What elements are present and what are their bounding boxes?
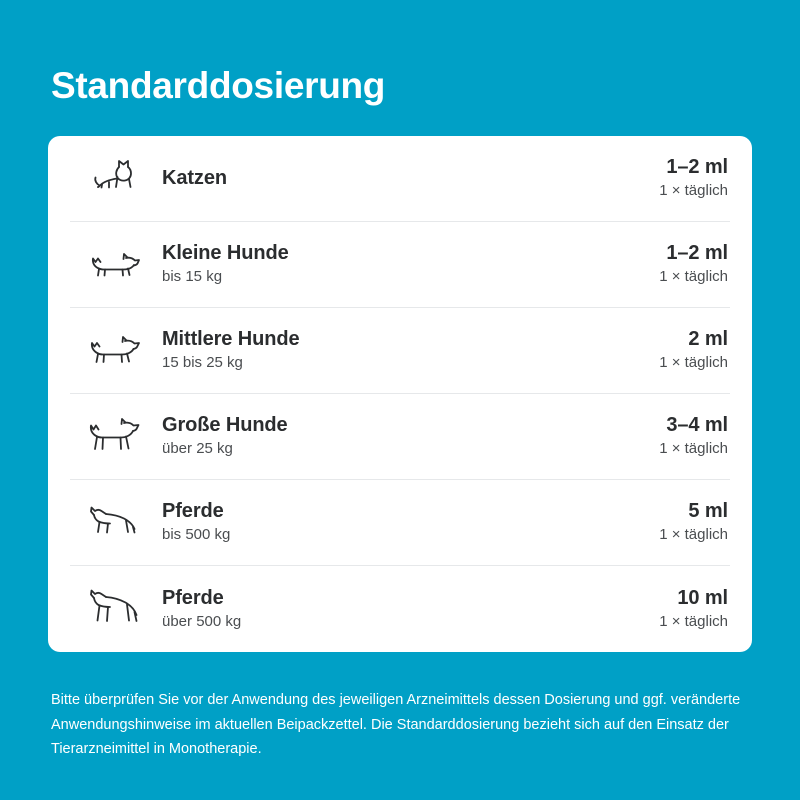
dose-cell [659,499,730,545]
cat-icon [70,158,156,198]
animal-name: Mittlere Hunde [162,328,300,351]
animal-name: Katzen [162,166,227,189]
dose-frequency: 1 × täglich [659,354,728,372]
dose-frequency: 1 × täglich [659,526,728,544]
table-row [70,136,730,222]
animal-label [156,327,659,373]
dose-amount: 10 ml [677,586,728,609]
animal-weight: über 500 kg [162,612,242,630]
animal-label [156,586,659,632]
animal-name: Kleine Hunde [162,242,289,265]
animal-weight: bis 15 kg [162,268,223,286]
animal-weight: bis 500 kg [162,526,231,544]
animal-name: Pferde [162,500,224,523]
dose-frequency: 1 × täglich [659,182,728,200]
animal-weight: über 25 kg [162,440,233,458]
table-row [70,222,730,308]
table-row [70,480,730,566]
table-row [70,394,730,480]
medium-dog-icon [70,331,156,369]
dose-cell [659,241,730,287]
dose-amount: 2 ml [688,328,728,351]
animal-label [156,241,659,287]
animal-name: Pferde [162,586,224,609]
horse-icon [70,587,156,631]
dosage-table [48,136,752,652]
page-title: Standarddosierung [51,65,386,106]
dose-amount: 5 ml [688,500,728,523]
animal-label [156,499,659,545]
animal-label [156,413,659,459]
table-row [70,566,730,652]
dose-amount: 3–4 ml [666,414,728,437]
dose-cell [659,413,730,459]
dose-amount: 1–2 ml [666,156,728,179]
table-row [70,308,730,394]
footnote-text: Bitte überprüfen Sie vor der Anwendung des jeweiligen Arzneimittels dessen Dosierung und ggf. veränderte Anwendungshinweise im aktuellen Beipackzettel. Die Standarddosierung bezieht sich auf den Einsatz der Tierarzneimittel in Monotherapie. [51,692,741,757]
dose-frequency: 1 × täglich [659,612,728,630]
dose-cell [659,327,730,373]
dose-amount: 1–2 ml [666,242,728,265]
animal-name: Große Hunde [162,414,288,437]
large-dog-icon [70,415,156,457]
animal-weight: 15 bis 25 kg [162,354,243,372]
small-dog-icon [70,246,156,282]
dose-frequency: 1 × täglich [659,268,728,286]
dose-cell [659,586,730,632]
animal-label [156,166,659,191]
dose-frequency: 1 × täglich [659,440,728,458]
dose-cell [659,155,730,201]
pony-icon [70,502,156,542]
